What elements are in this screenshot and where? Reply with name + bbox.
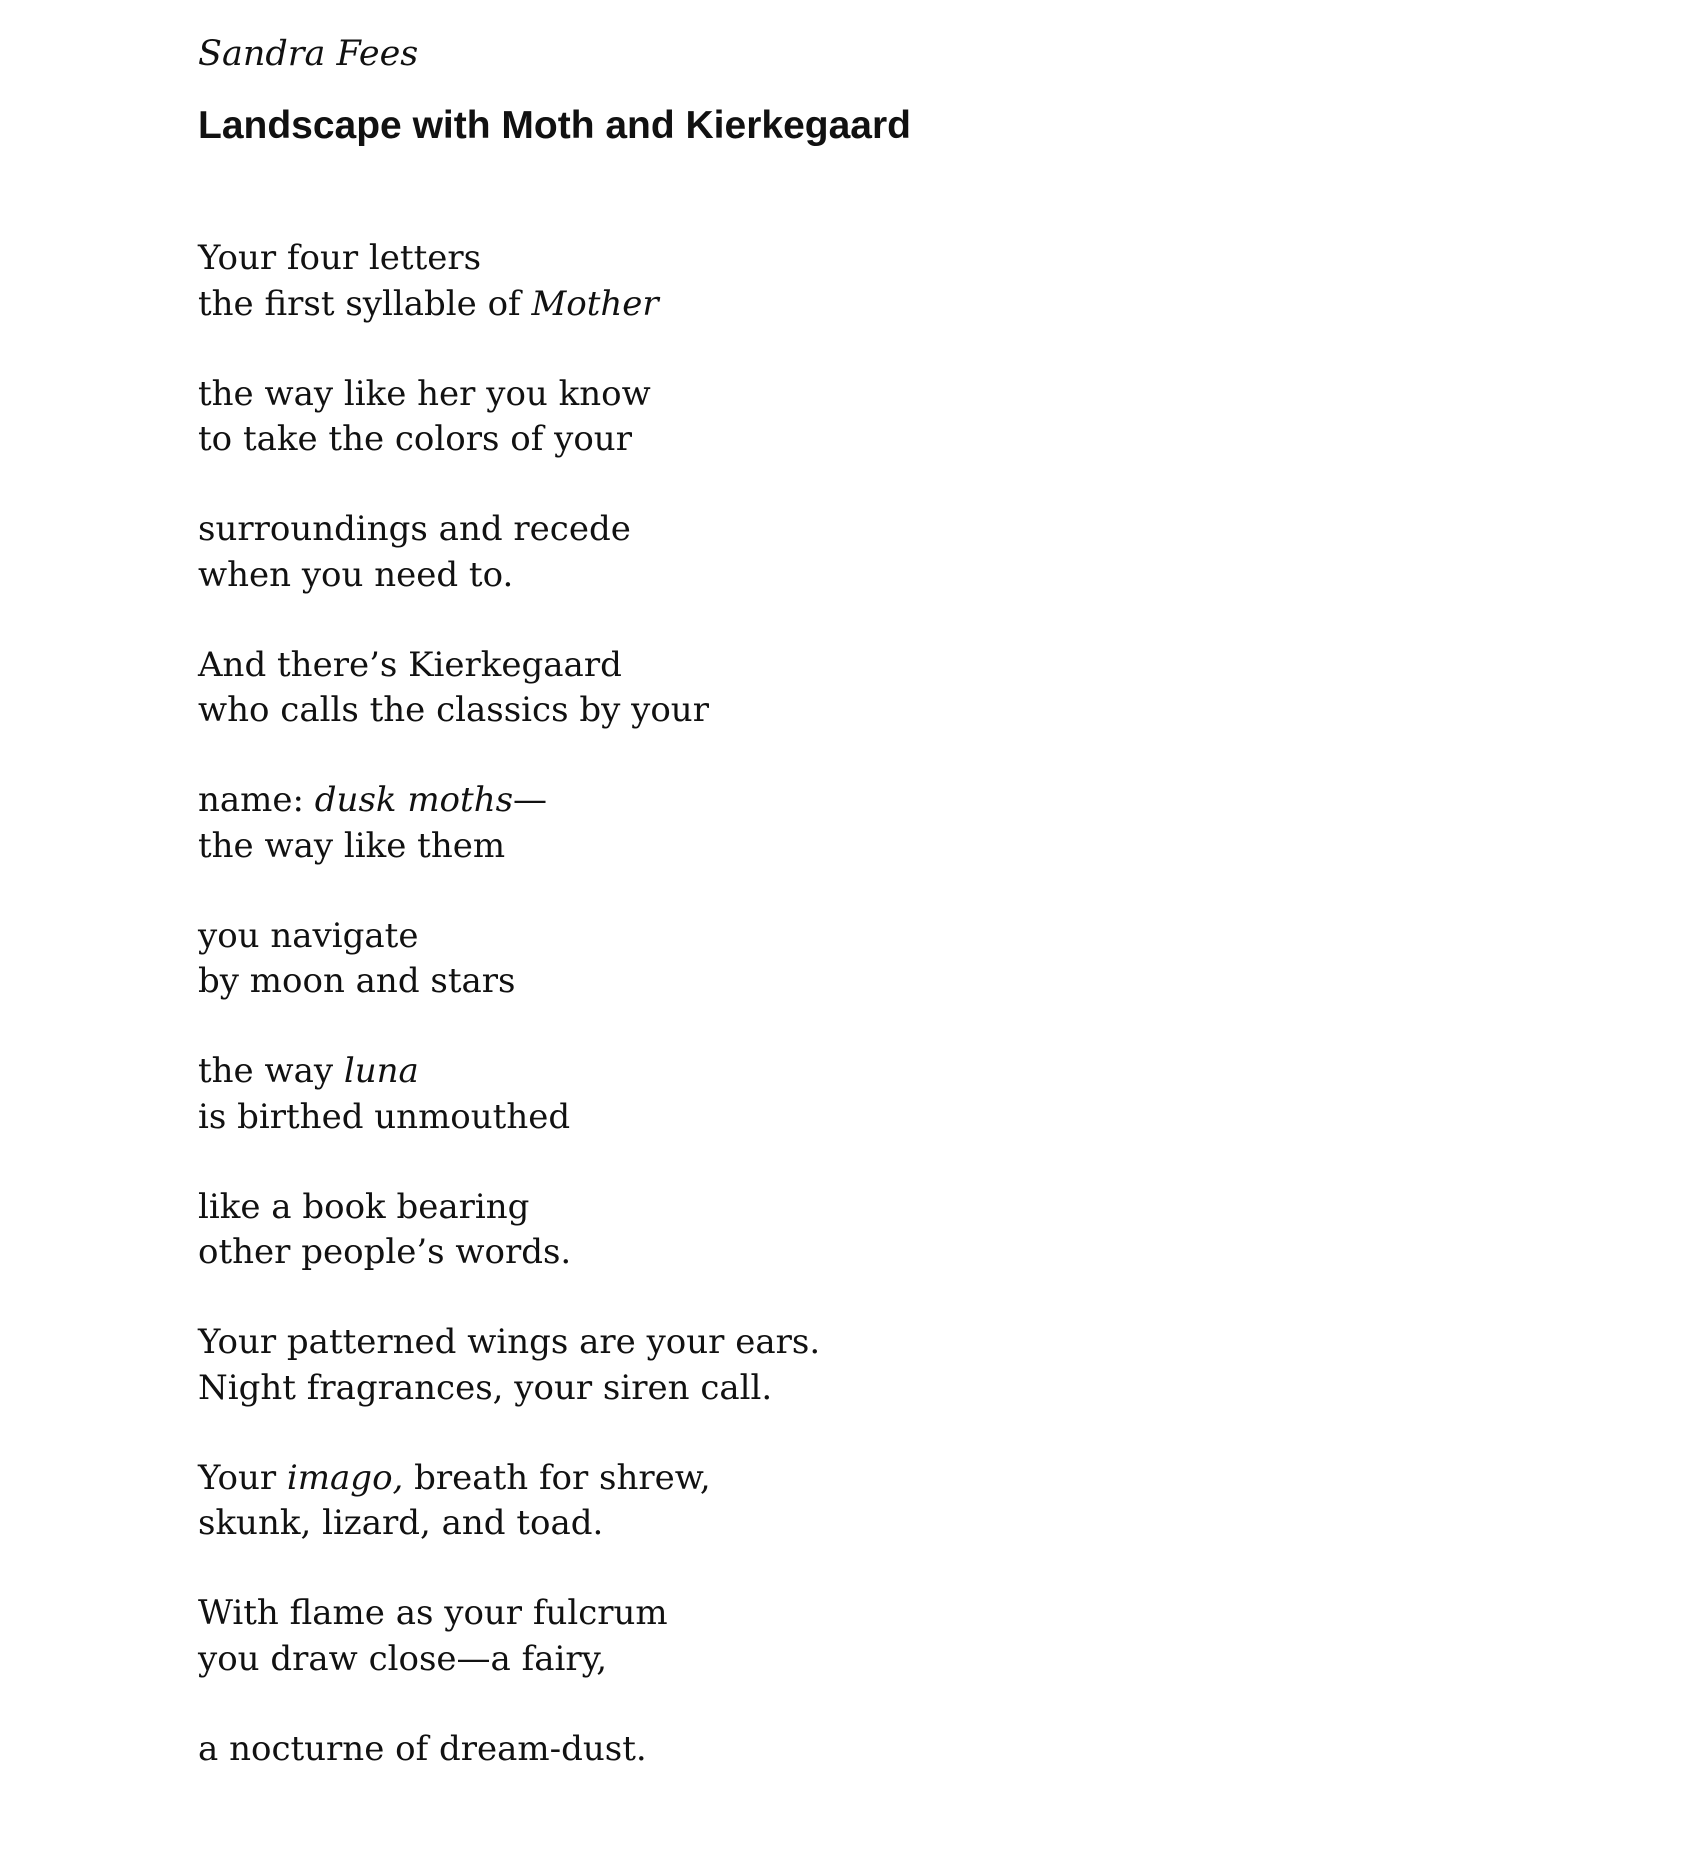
stanza xyxy=(198,1185,820,1276)
poem-line: by moon and stars xyxy=(198,961,516,1001)
stanza xyxy=(198,1591,820,1682)
stanza xyxy=(198,1456,820,1547)
poem-line: you navigate xyxy=(198,915,419,956)
poem-line: the way luna xyxy=(198,1051,419,1091)
poem-line: the first syllable of Mother xyxy=(198,283,659,324)
poem-line: to take the colors of your xyxy=(198,419,632,459)
poem-line: surroundings and recede xyxy=(198,509,631,549)
poem-line: when you need to. xyxy=(198,554,514,595)
stanza xyxy=(198,1320,820,1411)
stanza xyxy=(198,372,820,463)
poem-line: who calls the classics by your xyxy=(198,690,709,730)
stanza xyxy=(198,778,820,869)
poem-line: With flame as your fulcrum xyxy=(198,1593,668,1633)
poem-line: a nocturne of dream-dust. xyxy=(198,1728,647,1769)
poem-line: like a book bearing xyxy=(198,1186,530,1227)
poem-line: name: dusk moths— xyxy=(198,780,548,820)
stanza xyxy=(198,507,820,598)
poem-line: Your imago, breath for shrew, xyxy=(198,1457,711,1498)
poem-line: you draw close—a fairy, xyxy=(198,1638,608,1679)
poem-line: Your patterned wings are your ears. xyxy=(198,1322,821,1362)
stanza xyxy=(198,1049,820,1140)
stanza xyxy=(198,236,820,327)
poem-body xyxy=(198,236,820,1817)
author-name: Sandra Fees xyxy=(198,34,419,74)
poem-line: Night fragrances, your siren call. xyxy=(198,1367,773,1408)
poem-line: other people’s words. xyxy=(198,1232,572,1272)
poem-line: skunk, lizard, and toad. xyxy=(198,1503,604,1543)
poem-line: is birthed unmouthed xyxy=(198,1096,571,1137)
poem-line: the way like her you know xyxy=(198,373,651,414)
stanza xyxy=(198,1727,820,1773)
poem-line: Your four letters xyxy=(198,238,482,278)
poem-line: the way like them xyxy=(198,825,506,866)
poem-line: And there’s Kierkegaard xyxy=(198,644,622,685)
poem-title: Landscape with Moth and Kierkegaard xyxy=(198,104,911,147)
stanza xyxy=(198,914,820,1005)
stanza xyxy=(198,643,820,734)
